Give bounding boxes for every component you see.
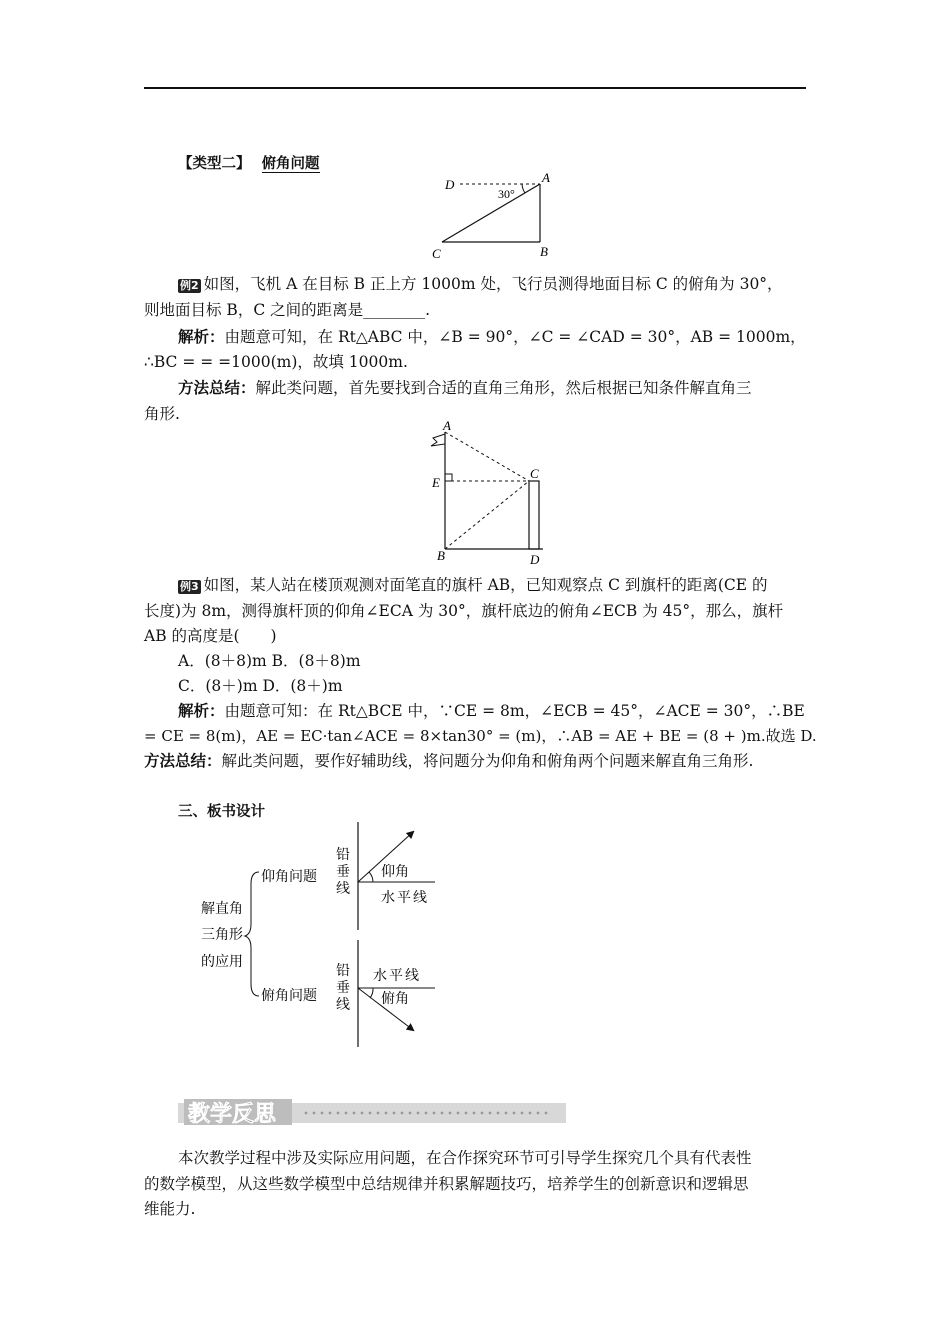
depression-label: 俯角 — [381, 992, 409, 1007]
top-rule — [144, 87, 806, 89]
figure-2-flagpole — [425, 418, 560, 568]
root-line3: 的应用 — [201, 955, 243, 970]
fig1-label-b: B — [540, 244, 548, 259]
example3-option-cd: C．(8＋)m D．(8＋)m — [178, 677, 343, 695]
svg-text:垂: 垂 — [336, 865, 350, 880]
fig2-label-b: B — [437, 548, 445, 563]
example3-solution-line2: = CE = 8(m)，AE = EC·tan∠ACE = 8×tan30° = (m)，∴AB = AE + BE = (8 + )m.故选 D. — [144, 727, 817, 745]
fig2-label-c: C — [530, 466, 539, 481]
branch-bottom: 俯角问题 — [261, 989, 317, 1004]
branch-top: 仰角问题 — [261, 870, 317, 885]
root-line2: 三角形 — [201, 928, 243, 943]
fig2-label-e: E — [432, 475, 440, 490]
example3-option-ab: A．(8＋8)m B．(8＋8)m — [178, 652, 361, 670]
example2-badge: 例2 — [180, 279, 199, 292]
section-type2-heading — [178, 152, 320, 176]
section-bracket-label: 【类型二】 — [178, 156, 251, 172]
board-design-diagram — [195, 820, 455, 1052]
example2-method-line2: 角形. — [144, 405, 180, 423]
fig1-angle-label: 30° — [498, 187, 515, 201]
reflection-title: 教学反思 — [188, 1102, 277, 1127]
example2-line2: 则地面目标 B，C 之间的距离是________. — [144, 301, 431, 319]
figure-1-triangle — [430, 170, 560, 262]
fig1-label-a: A — [542, 170, 550, 185]
svg-text:铅: 铅 — [336, 848, 350, 863]
example3-line2: 长度)为 8m，测得旗杆顶的仰角∠ECA 为 30°，旗杆底边的俯角∠ECB 为 45°，那么，旗杆 — [144, 602, 784, 620]
example3-line1: 例3 如图，某人站在楼顶观测对面笔直的旗杆 AB，已知观察点 C 到旗杆的距离(CE 的 — [180, 576, 768, 594]
reflection-banner — [178, 1097, 568, 1127]
fig2-label-a: A — [443, 418, 451, 433]
example3-line3: AB 的高度是( ) — [144, 627, 277, 645]
example2-method-line1: 方法总结：解此类问题，首先要找到合适的直角三角形，然后根据已知条件解直角三 — [178, 379, 752, 397]
svg-text:线: 线 — [336, 998, 350, 1013]
board-design-heading: 三、板书设计 — [178, 804, 265, 820]
example2-solution-line1: 解析：由题意可知，在 Rt△ABC 中，∠B = 90°，∠C = ∠CAD = 30°，AB = 1000m， — [178, 328, 806, 346]
example3-badge: 例3 — [180, 580, 199, 593]
svg-text:铅: 铅 — [336, 964, 350, 979]
horizontal-bottom-label: 水平线 — [373, 969, 421, 984]
example3-solution-line1: 解析：由题意可知：在 Rt△BCE 中，∵CE = 8m，∠ECB = 45°，∠ACE = 30°，∴BE — [178, 702, 805, 720]
reflection-line2: 的数学模型，从这些数学模型中总结规律并积累解题技巧，培养学生的创新意识和逻辑思 — [144, 1175, 749, 1193]
svg-text:线: 线 — [336, 882, 350, 897]
example2-line1: 例2 如图，飞机 A 在目标 B 正上方 1000m 处，飞行员测得地面目标 C 的俯角为 30°， — [180, 275, 783, 293]
reflection-line3: 维能力. — [144, 1200, 196, 1218]
elevation-label: 仰角 — [381, 865, 409, 880]
horizontal-top-label: 水平线 — [381, 891, 429, 906]
reflection-line1: 本次教学过程中涉及实际应用问题，在合作探究环节可引导学生探究几个具有代表性 — [178, 1149, 752, 1167]
fig2-label-d: D — [530, 552, 540, 567]
example3-method: 方法总结：解此类问题，要作好辅助线，将问题分为仰角和俯角两个问题来解直角三角形. — [144, 752, 754, 770]
section-title: 俯角问题 — [261, 156, 320, 172]
svg-text:垂: 垂 — [336, 981, 350, 996]
root-line1: 解直角 — [201, 902, 243, 917]
fig1-label-d: D — [445, 177, 455, 192]
fig1-label-c: C — [432, 246, 441, 261]
example2-solution-line2: ∴BC = = =1000(m)，故填 1000m. — [144, 353, 408, 371]
